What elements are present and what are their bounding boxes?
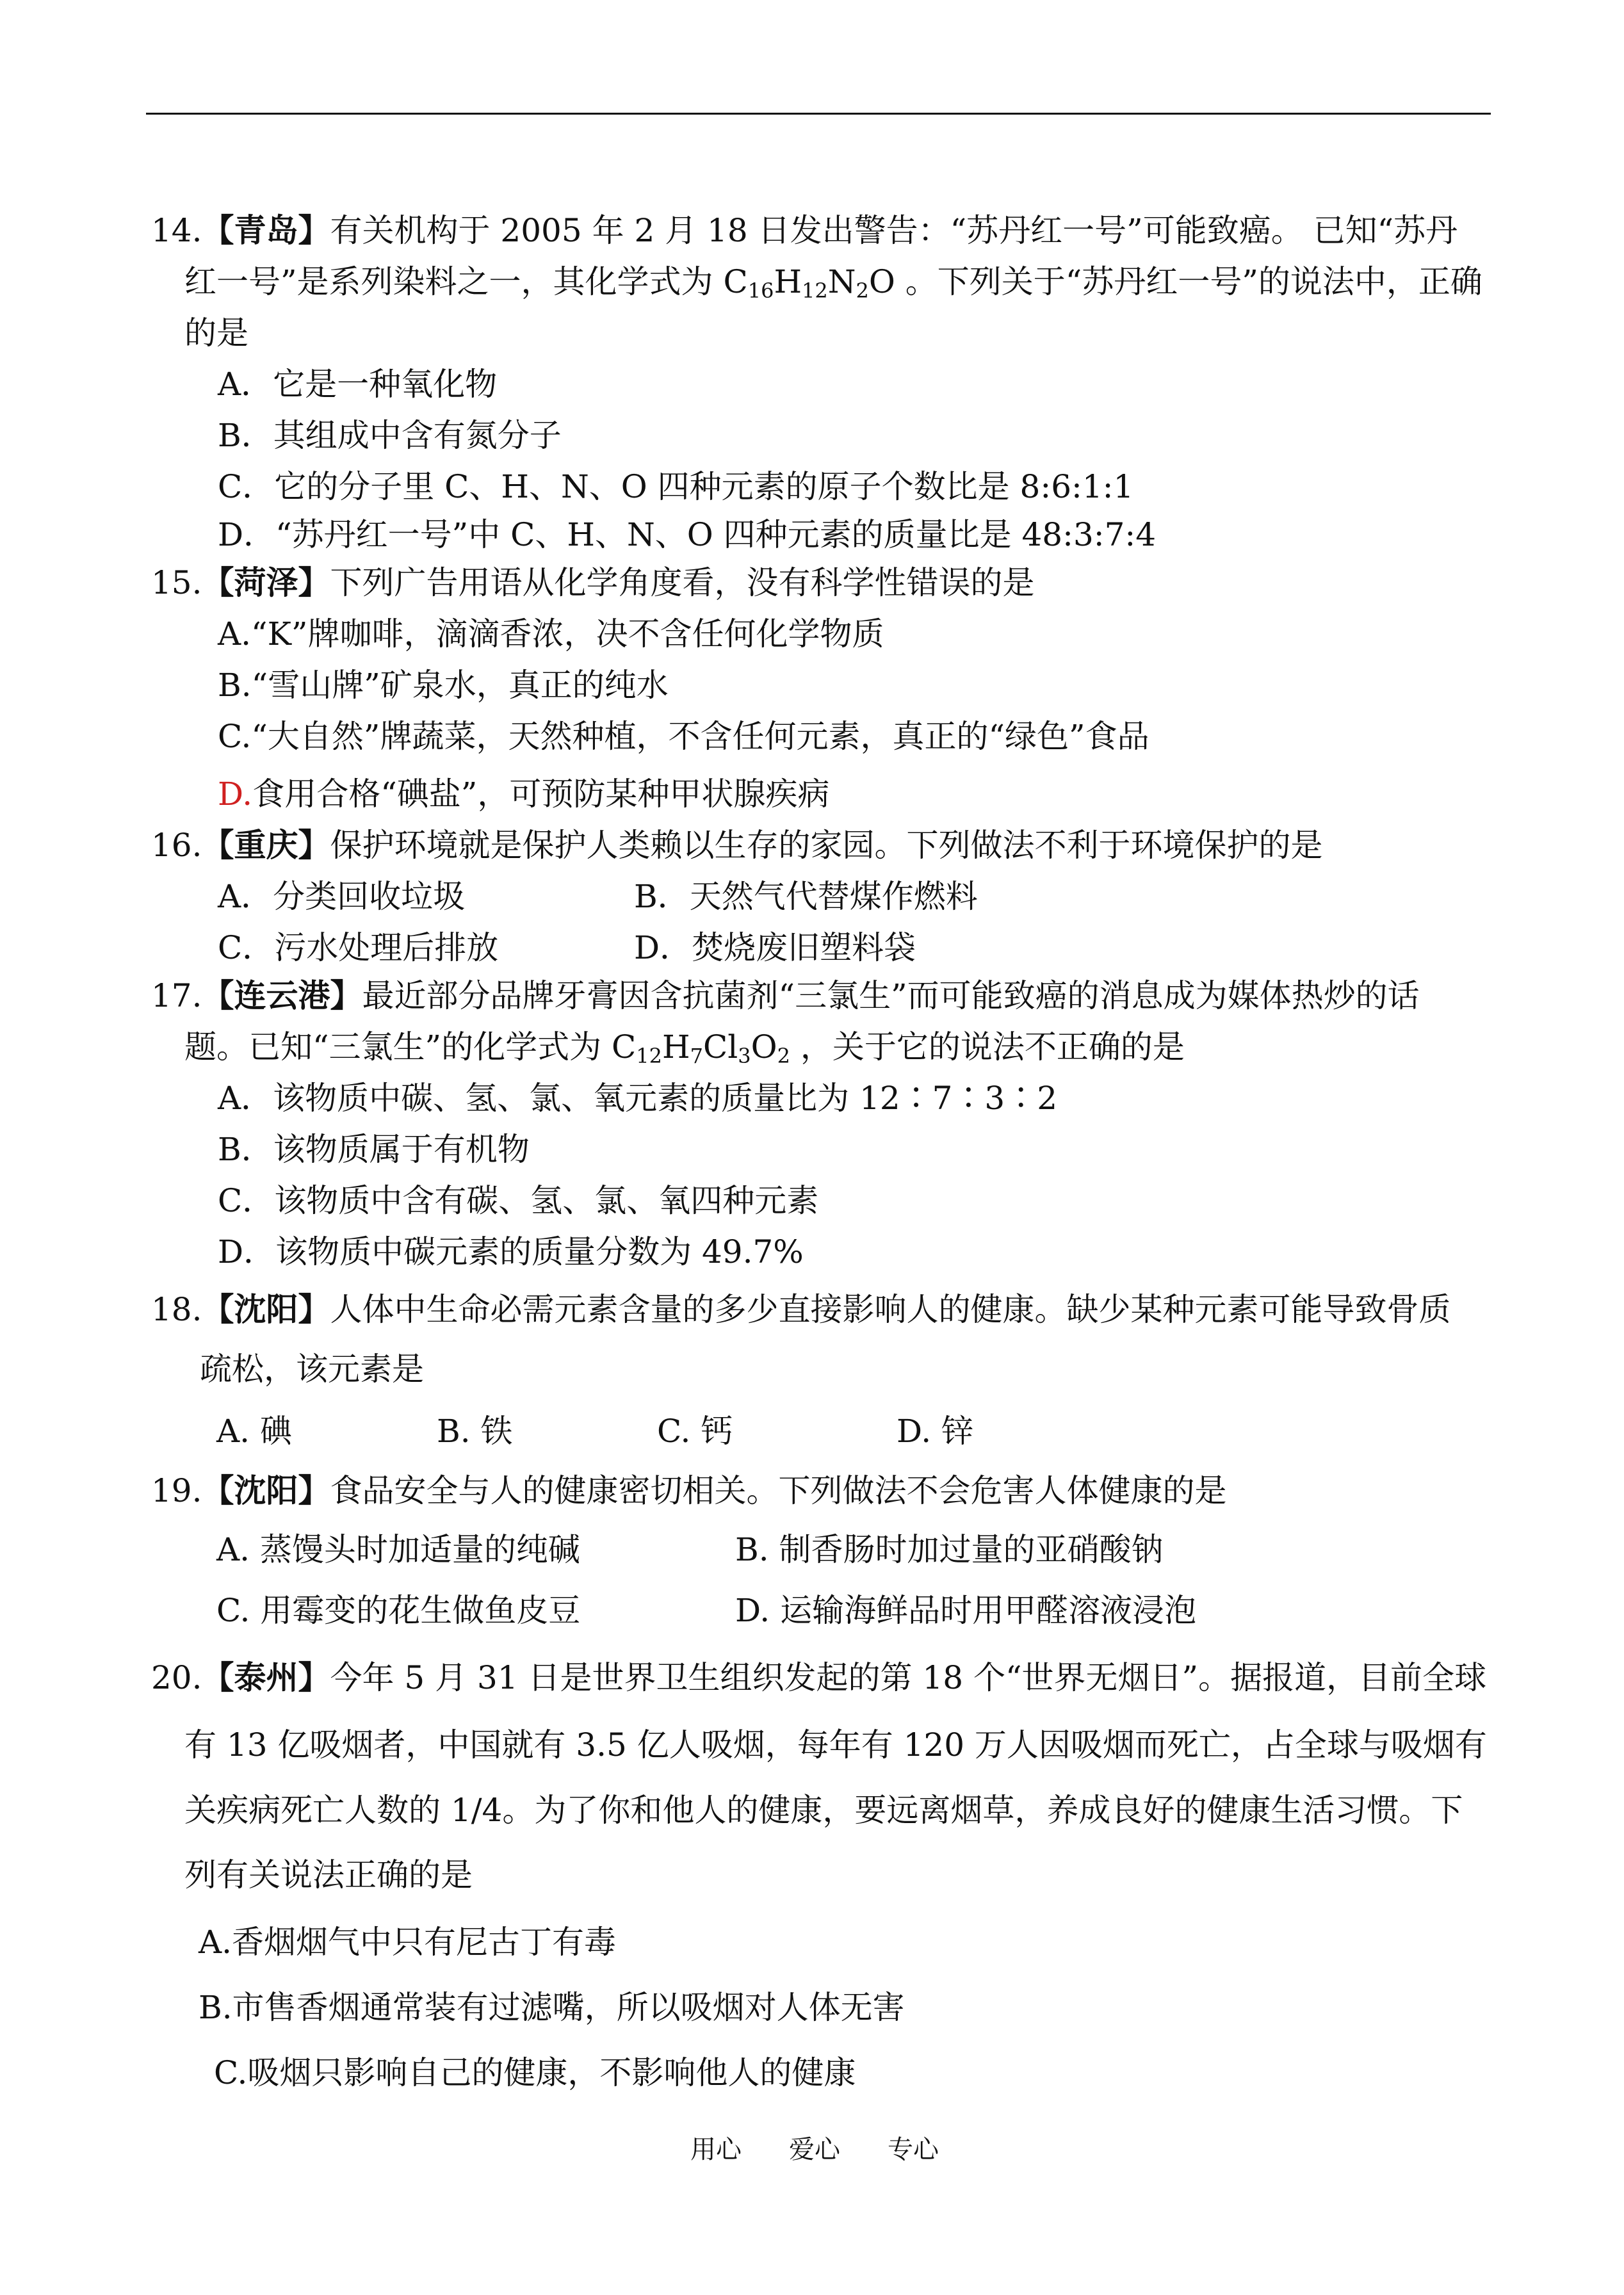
q18-line2: 疏松，该元素是 bbox=[200, 1350, 424, 1388]
q20-option-c: C.吸烟只影响自己的健康，不影响他人的健康 bbox=[214, 2054, 856, 2091]
q16-source: 【重庆】 bbox=[202, 826, 330, 864]
q16-stem: 保护环境就是保护人类赖以生存的家园。下列做法不利于环境保护的是 bbox=[330, 827, 1323, 864]
q17-formula-sub: 12 bbox=[636, 1044, 662, 1068]
q17-formula-sub: 2 bbox=[777, 1044, 790, 1068]
q18-option-a: A. 碘 bbox=[216, 1413, 292, 1450]
q20-line3: 关疾病死亡人数的 1/4。为了你和他人的健康，要远离烟草，养成良好的健康生活习惯。下 bbox=[184, 1792, 1463, 1829]
q20-line4: 列有关说法正确的是 bbox=[184, 1856, 473, 1894]
q18-option-c: C. 钙 bbox=[657, 1413, 733, 1450]
q17-option-d: D．该物质中碳元素的质量分数为 49.7% bbox=[218, 1233, 804, 1270]
q19-option-a: A. 蒸馒头时加适量的纯碱 bbox=[216, 1531, 580, 1568]
header-rule bbox=[146, 113, 1491, 115]
q20-source: 【泰州】 bbox=[202, 1658, 330, 1696]
q14-option-a: A．它是一种氧化物 bbox=[218, 366, 498, 403]
q17-option-a: A．该物质中碳、氢、氯、氧元素的质量比为 12∶7∶3∶2 bbox=[218, 1080, 1058, 1117]
q14-formula-el: H bbox=[774, 263, 802, 300]
q14-source: 【青岛】 bbox=[202, 211, 330, 249]
q14-formula-sub: 2 bbox=[856, 279, 869, 303]
q14-line2 bbox=[184, 263, 1482, 301]
q17-source: 【连云港】 bbox=[202, 977, 362, 1014]
q20-number: 20. bbox=[151, 1659, 202, 1696]
q19-line1 bbox=[151, 1472, 1227, 1510]
q17-stem1: 最近部分品牌牙膏因含抗菌剂“三氯生”而可能致癌的消息成为媒体热炒的话 bbox=[362, 977, 1420, 1014]
q14-stem2b: O 。下列关于“苏丹红一号”的说法中，正确 bbox=[868, 263, 1482, 300]
q14-stem2a: 红一号”是系列染料之一，其化学式为 C bbox=[184, 263, 748, 300]
q16-option-b: B．天然气代替煤作燃料 bbox=[634, 878, 978, 915]
q14-number: 14. bbox=[151, 212, 202, 249]
q20-option-a: A.香烟烟气中只有尼古丁有毒 bbox=[199, 1924, 617, 1961]
q17-formula-el: H bbox=[662, 1028, 690, 1066]
q15-answer-letter: D. bbox=[218, 775, 253, 813]
q15-source: 【菏泽】 bbox=[202, 564, 330, 601]
q14-formula-sub: 16 bbox=[747, 279, 774, 303]
q14-option-b: B．其组成中含有氮分子 bbox=[218, 417, 562, 454]
q16-option-a: A．分类回收垃圾 bbox=[218, 878, 466, 915]
q17-option-c: C．该物质中含有碳、氢、氯、氧四种元素 bbox=[218, 1182, 819, 1219]
q15-option-b: B.“雪山牌”矿泉水，真正的纯水 bbox=[218, 667, 669, 704]
q14-option-d: D．“苏丹红一号”中 C、H、N、O 四种元素的质量比是 48:3:7:4 bbox=[218, 516, 1157, 553]
footer-word-3: 专心 bbox=[888, 2135, 939, 2164]
q18-stem1: 人体中生命必需元素含量的多少直接影响人的健康。缺少某种元素可能导致骨质 bbox=[330, 1291, 1451, 1328]
q15-stem: 下列广告用语从化学角度看，没有科学性错误的是 bbox=[330, 564, 1035, 601]
q18-number: 18. bbox=[151, 1291, 202, 1328]
q20-line1 bbox=[151, 1658, 1486, 1697]
q17-option-b: B．该物质属于有机物 bbox=[218, 1131, 530, 1168]
q17-number: 17. bbox=[151, 977, 202, 1014]
q19-option-d: D. 运输海鲜品时用甲醛溶液浸泡 bbox=[735, 1592, 1197, 1629]
q19-option-c: C. 用霉变的花生做鱼皮豆 bbox=[216, 1592, 581, 1629]
q16-line1 bbox=[151, 826, 1323, 864]
q14-formula-el: N bbox=[827, 263, 856, 300]
q18-line1 bbox=[151, 1290, 1451, 1329]
q19-option-b: B. 制香肠时加过量的亚硝酸钠 bbox=[735, 1531, 1164, 1568]
q14-line1 bbox=[151, 211, 1458, 250]
q16-number: 16. bbox=[151, 827, 202, 864]
q15-option-a: A.“K”牌咖啡，滴滴香浓，决不含任何化学物质 bbox=[218, 615, 884, 653]
q15-number: 15. bbox=[151, 564, 202, 601]
q17-formula-sub: 7 bbox=[690, 1044, 703, 1068]
q15-option-c: C.“大自然”牌蔬菜，天然种植，不含任何元素，真正的“绿色”食品 bbox=[218, 718, 1149, 755]
q17-stem2a: 题。已知“三氯生”的化学式为 C bbox=[184, 1028, 637, 1066]
q14-formula-sub: 12 bbox=[802, 279, 828, 303]
footer-word-1: 用心 bbox=[690, 2135, 742, 2164]
q17-stem2b: ，关于它的说法不正确的是 bbox=[790, 1028, 1185, 1066]
q18-source: 【沈阳】 bbox=[202, 1290, 330, 1328]
q17-line1 bbox=[151, 977, 1420, 1015]
q14-stem1: 有关机构于 2005 年 2 月 18 日发出警告：“苏丹红一号”可能致癌。 已知“苏丹 bbox=[330, 212, 1458, 249]
q18-option-b: B. 铁 bbox=[437, 1413, 513, 1450]
q20-option-b: B.市售香烟通常装有过滤嘴，所以吸烟对人体无害 bbox=[199, 1989, 905, 2026]
q18-option-d: D. 锌 bbox=[897, 1413, 974, 1450]
q15-option-d bbox=[218, 775, 829, 813]
q14-line3: 的是 bbox=[184, 314, 248, 352]
q17-formula-el: Cl bbox=[702, 1028, 738, 1066]
q16-option-c: C．污水处理后排放 bbox=[218, 929, 499, 966]
q17-line2 bbox=[184, 1028, 1185, 1066]
q14-option-c: C．它的分子里 C、H、N、O 四种元素的原子个数比是 8:6:1:1 bbox=[218, 468, 1134, 505]
footer-word-2: 爱心 bbox=[789, 2135, 840, 2164]
q16-option-d: D．焚烧废旧塑料袋 bbox=[634, 929, 916, 966]
q17-formula-el: O bbox=[751, 1028, 777, 1066]
q19-source: 【沈阳】 bbox=[202, 1472, 330, 1509]
q19-number: 19. bbox=[151, 1472, 202, 1509]
q15-option-d-text: 食用合格“碘盐”，可预防某种甲状腺疾病 bbox=[252, 775, 830, 813]
q15-line1 bbox=[151, 564, 1035, 602]
q20-stem1: 今年 5 月 31 日是世界卫生组织发起的第 18 个“世界无烟日”。据报道，目前全球 bbox=[330, 1659, 1487, 1696]
q20-line2: 有 13 亿吸烟者，中国就有 3.5 亿人吸烟，每年有 120 万人因吸烟而死亡，占全球与吸烟有 bbox=[184, 1726, 1487, 1764]
q19-stem: 食品安全与人的健康密切相关。下列做法不会危害人体健康的是 bbox=[330, 1472, 1227, 1509]
q17-formula-sub: 3 bbox=[738, 1044, 751, 1068]
